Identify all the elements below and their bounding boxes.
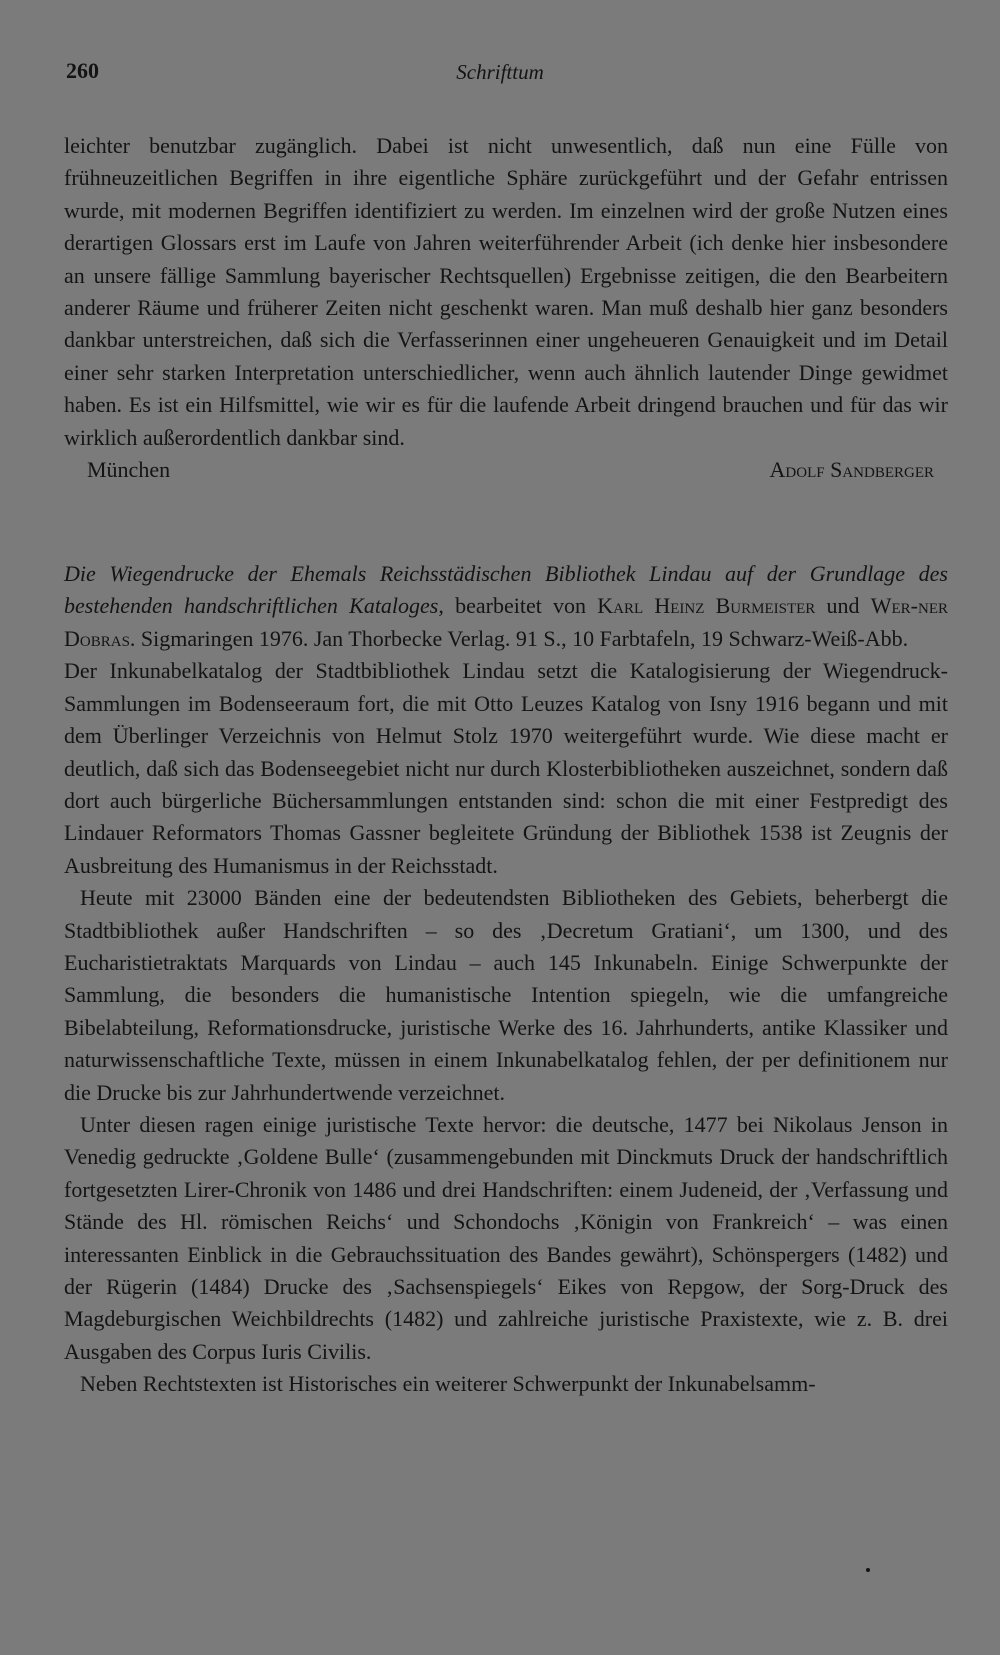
page-body — [64, 130, 948, 1401]
review-paragraph: Heute mit 23000 Bänden eine der bedeutendsten Bibliotheken des Gebiets, beherbergt die Stadtbibliothek außer Handschriften – so des ‚Decretum Gratiani‘, um 1300, und des Eucharistietraktats Marquards von Lindau – auch 145 Inkunabeln. Einige Schwerpunkte der Sammlung, die besonders die humanistische Intention spiegeln, wie die umfangreiche Bibelabteilung, Reformationsdrucke, juristische Werke des 16. Jahrhunderts, antike Klassiker und naturwissenschaftliche Texte, müssen in einem Inkunabelkatalog fehlen, der per definitionem nur die Drucke bis zur Jahrhundertwende verzeichnet. — [64, 885, 948, 1105]
citation-by: bearbeitet von — [455, 593, 587, 619]
signature-place: München — [87, 457, 171, 483]
signature-author: Adolf Sandberger — [769, 457, 934, 483]
citation-author-2: Wer-ner Dobras — [64, 593, 949, 651]
section-gap — [64, 486, 948, 558]
citation-publication: . Sigmaringen 1976. Jan Thorbecke Verlag. 91 S., 10 Farbtafeln, 19 Schwarz-Weiß-Abb. — [129, 625, 909, 651]
citation-title: Die Wiegendrucke der Ehemals Reichsstädischen Bibliothek Lindau auf der Grundlage des bestehenden handschriftlichen Kataloges, — [64, 561, 948, 619]
citation-author-1: Karl Heinz Burmeister — [597, 593, 816, 619]
book-citation — [64, 558, 948, 655]
stray-mark — [866, 1568, 870, 1572]
review-paragraph: Unter diesen ragen einige juristische Texte hervor: die deutsche, 1477 bei Nikolaus Jenson in Venedig gedruckte ‚Goldene Bulle‘ (zusammengebunden mit Dinckmuts Druck der handschriftlich fortgesetzten Lirer-Chronik von 1486 und drei Handschriften: einem Judeneid, der ‚Verfassung und Stände des Hl. römischen Reichs‘ und Schondochs ‚Königin von Frankreich‘ – was einen interessanten Einblick in die Gebrauchssituation des Bandes gewährt), Schönspergers (1482) und der Rügerin (1484) Drucke des ‚Sachsenspiegels‘ Eikes von Repgow, der Sorg-Druck des Magdeburgischen Weichbildrechts (1482) und zahlreiche juristische Praxistexte, wie z. B. drei Ausgaben des Corpus Iuris Civilis. — [64, 1111, 948, 1364]
review-signature — [64, 454, 948, 486]
citation-and: und — [826, 593, 860, 619]
review-paragraph: Neben Rechtstexten ist Historisches ein weiterer Schwerpunkt der Inkunabelsamm- — [80, 1371, 816, 1397]
page-number: 260 — [66, 58, 99, 83]
review-paragraph: Der Inkunabelkatalog der Stadtbibliothek Lindau setzt die Katalogisierung der Wiegendruck-Sammlungen im Bodenseeraum fort, die mit Otto Leuzes Katalog von Isny 1916 begann und mit dem Überlinger Verzeichnis von Helmut Stolz 1970 weitergeführt wurde. Wie diese macht er deutlich, daß sich das Bodenseegebiet nicht nur durch Klosterbibliotheken auszeichnet, sondern daß dort auch bürgerliche Büchersammlungen entstanden sind: schon die mit einer Festpredigt des Lindauer Reformators Thomas Gassner begleitete Gründung der Bibliothek 1538 ist Zeugnis der Ausbreitung des Humanismus in der Reichsstadt. — [64, 658, 948, 878]
running-head: Schrifttum — [456, 60, 544, 84]
review-paragraph: leichter benutzbar zugänglich. Dabei ist nicht unwesentlich, daß nun eine Fülle von frühneuzeitlichen Begriffen in ihre eigentliche Sphäre zurückgeführt und der Gefahr entrissen wurde, mit modernen Begriffen identifiziert zu werden. Im einzelnen wird der große Nutzen eines derartigen Glossars erst im Laufe von Jahren weiterführender Arbeit (ich denke hier insbesondere an unsere fällige Sammlung bayerischer Rechtsquellen) Ergebnisse zeitigen, die den Bearbeitern anderer Räume und früherer Zeiten nicht geschenkt waren. Man muß deshalb hier ganz besonders dankbar unterstreichen, daß sich die Verfasserinnen einer ungeheueren Genauigkeit und im Detail einer sehr starken Interpretation unterschiedlicher, wenn auch ähnlich lautender Dinge gewidmet haben. Es ist ein Hilfsmittel, wie wir es für die laufende Arbeit dringend brauchen und für das wir wirklich außerordentlich dankbar sind. — [64, 133, 948, 450]
